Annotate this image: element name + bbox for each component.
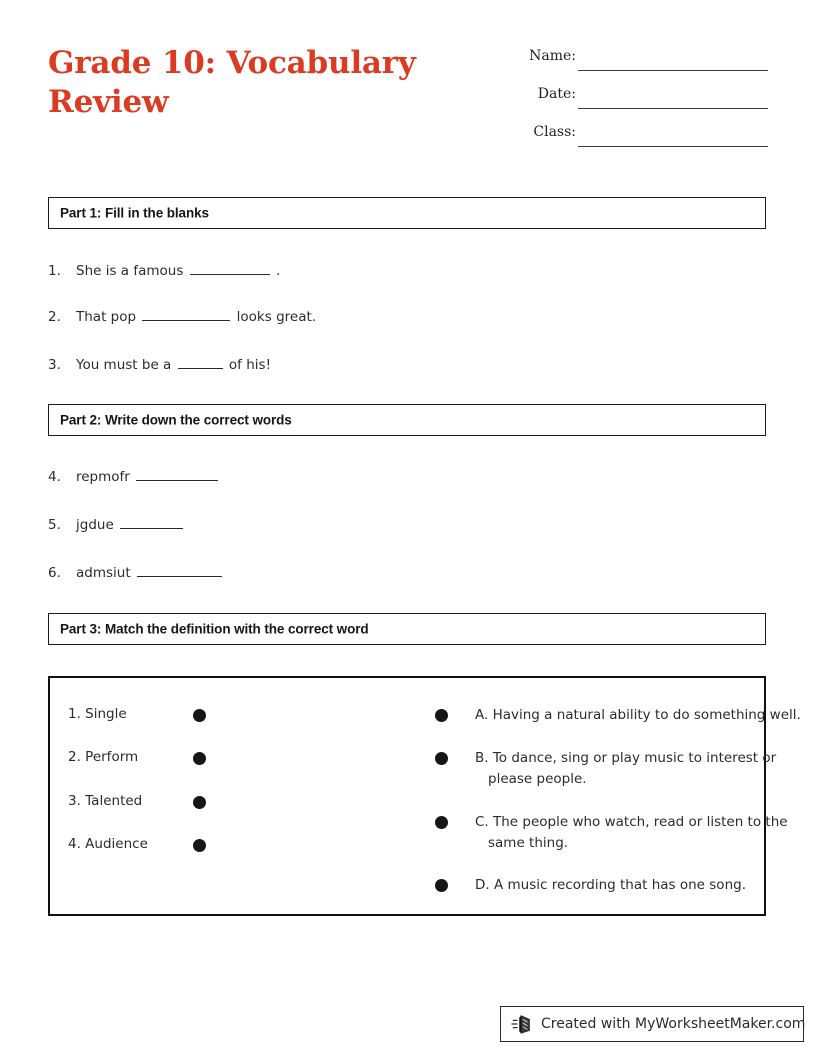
- question-row: [48, 564, 766, 586]
- matching-definition-text: D. A music recording that has one song.: [475, 877, 746, 893]
- info-write-line[interactable]: [578, 70, 768, 71]
- question-text-before: She is a famous: [76, 263, 184, 279]
- matching-exercise-box: [48, 676, 801, 916]
- answer-blank[interactable]: [137, 564, 222, 577]
- section-header-1: [48, 197, 766, 229]
- question-number: 2.: [48, 309, 61, 325]
- matching-word-label: 3. Talented: [68, 793, 143, 809]
- question-number: 5.: [48, 517, 61, 533]
- question-text-before: You must be a: [76, 357, 172, 373]
- matching-word-dot[interactable]: [193, 796, 206, 809]
- matching-word-item[interactable]: [68, 793, 368, 815]
- matching-definition-dot[interactable]: [435, 752, 448, 765]
- matching-word-dot[interactable]: [193, 752, 206, 765]
- question-number: 6.: [48, 565, 61, 581]
- question-row: [48, 356, 766, 378]
- info-row: [500, 46, 768, 84]
- matching-word-item[interactable]: [68, 836, 368, 858]
- page-title: [48, 44, 468, 122]
- section-heading-text: Part 3: Match the definition with the correct word: [60, 621, 369, 637]
- question-number: 1.: [48, 263, 61, 279]
- question-text-before: jgdue: [76, 517, 114, 533]
- question-row: [48, 308, 766, 330]
- info-write-line[interactable]: [578, 108, 768, 109]
- matching-definition-dot[interactable]: [435, 816, 448, 829]
- worksheet-maker-logo-icon: [511, 1013, 533, 1035]
- question-text-before: That pop: [76, 309, 137, 325]
- question-text-after: of his!: [228, 357, 271, 373]
- page-title-line: Review: [48, 84, 169, 120]
- matching-definition-dot[interactable]: [435, 879, 448, 892]
- question-text-after: .: [275, 263, 281, 279]
- answer-blank[interactable]: [136, 468, 218, 481]
- matching-word-item[interactable]: [68, 706, 368, 728]
- matching-word-label: 2. Perform: [68, 749, 139, 765]
- question-row: [48, 262, 766, 284]
- question-text-before: admsiut: [76, 565, 131, 581]
- question-number: 4.: [48, 469, 61, 485]
- matching-definitions-column: [390, 678, 801, 914]
- footer-text: Created with MyWorksheetMaker.com: [541, 1016, 806, 1032]
- answer-blank[interactable]: [142, 308, 230, 321]
- info-row: [500, 84, 768, 122]
- section-header-3: [48, 613, 766, 645]
- matching-word-dot[interactable]: [193, 839, 206, 852]
- info-label: Name:: [529, 48, 576, 64]
- info-label: Class:: [533, 124, 576, 140]
- matching-words-column: [50, 678, 390, 914]
- page-title-line: Grade 10: Vocabulary: [48, 45, 416, 81]
- matching-definition-text: A. Having a natural ability to do something well.: [475, 707, 801, 723]
- footer-badge: [500, 1006, 804, 1042]
- student-info-block: [500, 46, 768, 160]
- answer-blank[interactable]: [190, 262, 270, 275]
- info-row: [500, 122, 768, 160]
- matching-definition-text: B. To dance, sing or play music to interest or please people.: [475, 750, 777, 787]
- answer-blank[interactable]: [178, 356, 223, 369]
- matching-definition-dot[interactable]: [435, 709, 448, 722]
- question-row: [48, 468, 766, 490]
- matching-word-item[interactable]: [68, 749, 368, 771]
- info-write-line[interactable]: [578, 146, 768, 147]
- answer-blank[interactable]: [120, 516, 183, 529]
- matching-word-label: 1. Single: [68, 706, 127, 722]
- question-text-before: repmofr: [76, 469, 130, 485]
- question-row: [48, 516, 766, 538]
- section-heading-text: Part 2: Write down the correct words: [60, 412, 292, 428]
- matching-definition-text: C. The people who watch, read or listen to the same thing.: [475, 814, 788, 851]
- question-number: 3.: [48, 357, 61, 373]
- question-text-after: looks great.: [236, 309, 317, 325]
- section-header-2: [48, 404, 766, 436]
- info-label: Date:: [537, 86, 576, 102]
- section-heading-text: Part 1: Fill in the blanks: [60, 205, 209, 221]
- matching-word-label: 4. Audience: [68, 836, 148, 852]
- matching-word-dot[interactable]: [193, 709, 206, 722]
